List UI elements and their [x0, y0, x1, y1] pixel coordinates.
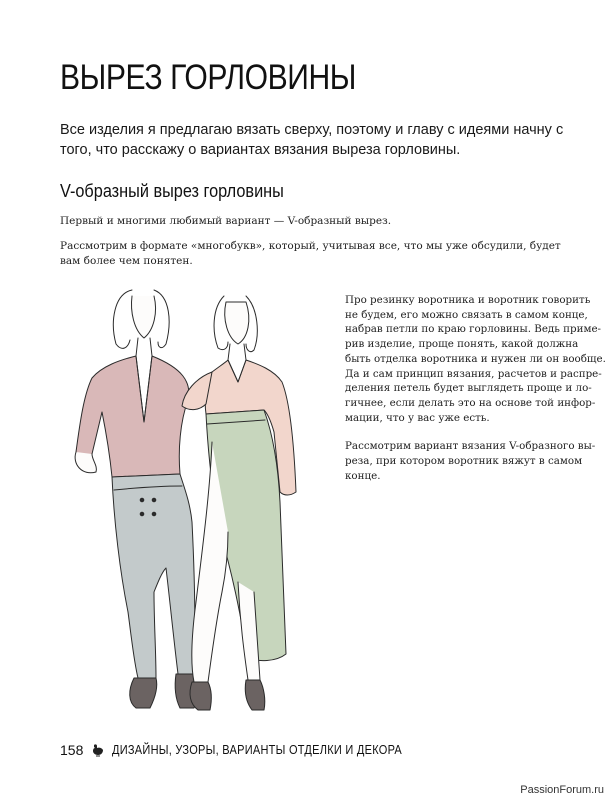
side-text [345, 293, 606, 483]
page-title: ВЫРЕЗ ГОРЛОВИНЫ [60, 58, 356, 97]
left-pants [112, 474, 195, 678]
page-number: 158 [60, 742, 84, 758]
left-hand [75, 452, 96, 473]
body-paragraph-1 [60, 214, 570, 229]
left-shoe-1 [130, 678, 157, 708]
side-line: набрав петли по краю горловины. Ведь приме- [345, 323, 602, 336]
page-footer [60, 740, 442, 760]
right-neck [228, 344, 246, 360]
section-title: ДИЗАЙНЫ, УЗОРЫ, ВАРИАНТЫ ОТДЕЛКИ И ДЕКОРА [112, 743, 403, 757]
side-paragraph-1 [345, 293, 606, 425]
side-line: быть отделка воротника и нужен ли он вообще. [345, 352, 606, 365]
side-line: конце. [345, 469, 381, 482]
side-line: рив изделие, проще понять, какой должна [345, 338, 579, 351]
side-line: Да и сам принцип вязания, расчетов и распре- [345, 367, 602, 380]
watermark: PassionForum.ru [520, 784, 604, 796]
side-line: гичнее, если делать это на основе той инфор- [345, 396, 596, 409]
hen-icon [91, 743, 105, 757]
right-face [225, 302, 249, 344]
body-text-1: Первый и многими любимый вариант — V-образный вырез. [60, 215, 392, 227]
side-line: деления петель будет выглядеть проще и ло- [345, 382, 592, 395]
left-face [132, 296, 156, 338]
right-shoe-2 [245, 680, 265, 710]
side-line: мации, что у вас уже есть. [345, 411, 490, 424]
lead-paragraph [60, 120, 590, 160]
side-line: не будем, его можно связать в самом конце, [345, 308, 588, 321]
fashion-illustration [62, 282, 324, 730]
side-paragraph-2 [345, 439, 596, 483]
section-subtitle: V-образный вырез горловины [60, 180, 284, 201]
right-shoe-1 [190, 682, 211, 710]
side-line: реза, при котором воротник вяжут в самом [345, 455, 583, 468]
body-paragraph-2 [60, 239, 570, 269]
body-text-2: Рассмотрим в формате «многобукв», который, учитывая все, что мы уже обсудили, будет вам более чем понятен. [60, 240, 561, 267]
left-neck [136, 338, 152, 356]
lead-text: Все изделия я предлагаю вязать сверху, поэтому и главу с идеями начну с того, что расскажу о вариантах вязания выреза горловины. [60, 122, 564, 158]
side-line: Про резинку воротника и воротник говорить [345, 294, 591, 306]
side-line: Рассмотрим вариант вязания V-образного вы- [345, 440, 596, 453]
